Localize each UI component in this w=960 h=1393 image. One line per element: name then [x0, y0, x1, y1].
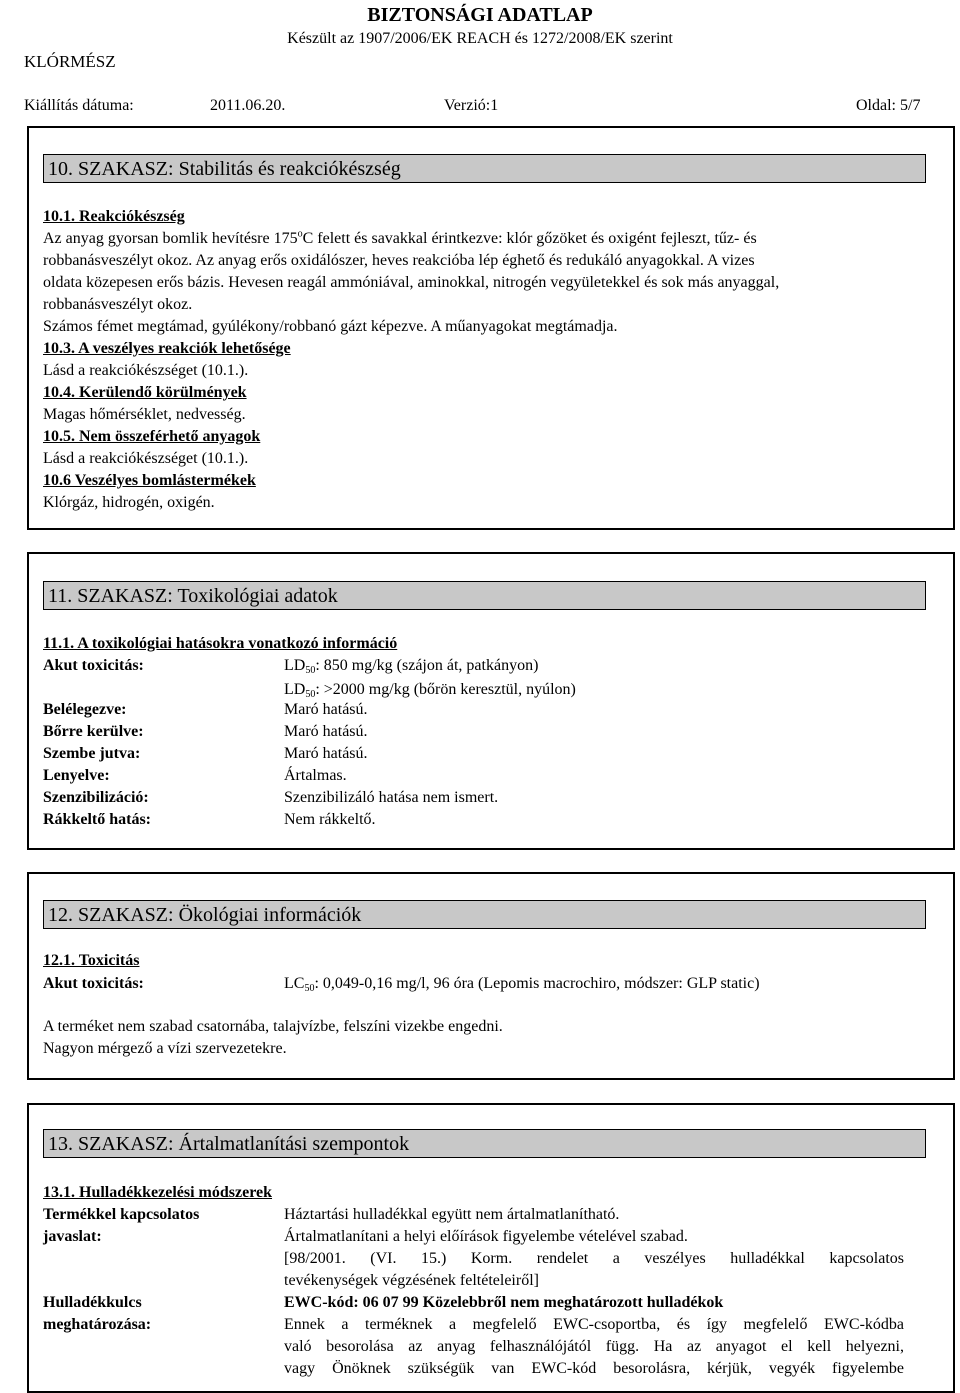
subsection-10-3: 10.3. A veszélyes reakciók lehetősége: [43, 340, 291, 357]
product-name: KLÓRMÉSZ: [24, 52, 116, 71]
toxicity-label: Belélegezve:: [43, 701, 127, 718]
toxicity-label: Lenyelve:: [43, 767, 110, 784]
text-line: Az anyag gyorsan bomlik hevítésre 175$^o$C felett és savakkal érintkezve: klór gőzöket és oxigént fejleszt, tűz- és: [43, 228, 757, 247]
text-line: robbanásveszélyt okoz.: [43, 296, 193, 313]
text-line: Klórgáz, hidrogén, oxigén.: [43, 494, 215, 511]
subsection-10-5: 10.5. Nem összeférhető anyagok: [43, 428, 261, 445]
text-line: Magas hőmérséklet, nedvesség.: [43, 406, 246, 423]
section-11-heading: 11. SZAKASZ: Toxikológiai adatok: [43, 581, 926, 610]
subsection-10-4: 10.4. Kerülendő körülmények: [43, 384, 247, 401]
toxicity-value: Nem rákkeltő.: [284, 811, 376, 828]
section-11: [27, 552, 955, 850]
section-10: [27, 126, 955, 530]
issue-date-label: Kiállítás dátuma:: [24, 97, 134, 114]
section-13: [27, 1103, 955, 1393]
toxicity-value: Maró hatású.: [284, 723, 368, 740]
toxicity-label: Szenzibilizáció:: [43, 789, 149, 806]
waste-label-proposal: javaslat:: [43, 1228, 102, 1245]
text-line: tevékenységek végzésének feltételeiről]: [284, 1272, 539, 1289]
waste-label-product: Termékkel kapcsolatos: [43, 1206, 200, 1223]
ewc-code: EWC-kód: 06 07 99 Közelebbről nem meghatározott hulladékok: [284, 1294, 724, 1311]
toxicity-value: Ártalmas.: [284, 767, 347, 784]
toxicity-label: Szembe jutva:: [43, 745, 141, 762]
text-line: Lásd a reakciókészséget (10.1.).: [43, 450, 249, 467]
text-line: vagy Önöknek szükségük van EWC-kód besorolásra, kérjük, vegyék figyelembe: [284, 1360, 904, 1377]
page-number: Oldal: 5/7: [856, 97, 921, 114]
toxicity-value: $LD_{50}$: 850 mg/kg (szájon át, patkányon): [284, 657, 539, 676]
text-line: robbanásveszélyt okoz. Az anyag erős oxidálószer, heves reakcióba lép éghető és redukáló anyagokkal. A vizes: [43, 252, 755, 269]
text-line: A terméket nem szabad csatornába, talajvízbe, felszíni vizekbe engedni.: [43, 1018, 503, 1035]
toxicity-label: Bőrre kerülve:: [43, 723, 144, 740]
toxicity-value: Maró hatású.: [284, 745, 368, 762]
subsection-12-1: 12.1. Toxicitás: [43, 952, 140, 969]
toxicity-value: Maró hatású.: [284, 701, 368, 718]
waste-key-label-2: meghatározása:: [43, 1316, 152, 1333]
section-12: [27, 872, 955, 1080]
text-line: Lásd a reakciókészséget (10.1.).: [43, 362, 249, 379]
text-line: Számos fémet megtámad, gyúlékony/robbanó gázt képezve. A műanyagokat megtámadja.: [43, 318, 618, 335]
text-line: Háztartási hulladékkal együtt nem ártalmatlanítható.: [284, 1206, 620, 1223]
text-line: való besorolása az anyag felhasználójától függ. Ha az anyagot el kell helyezni,: [284, 1338, 904, 1355]
subsection-11-1: 11.1. A toxikológiai hatásokra vonatkozó információ: [43, 635, 398, 652]
document-title: BIZTONSÁGI ADATLAP: [367, 4, 593, 26]
text-line: Ártalmatlanítani a helyi előírások figyelembe vételével szabad.: [284, 1228, 688, 1245]
text-line: Nagyon mérgező a vízi szervezetekre.: [43, 1040, 287, 1057]
eco-label: Akut toxicitás:: [43, 975, 144, 992]
subsection-13-1: 13.1. Hulladékkezelési módszerek: [43, 1184, 273, 1201]
document-subtitle: Készült az 1907/2006/EK REACH és 1272/2008/EK szerint: [287, 30, 673, 47]
subsection-10-6: 10.6 Veszélyes bomlástermékek: [43, 472, 256, 489]
version: Verzió:1: [444, 97, 499, 114]
toxicity-label: Rákkeltő hatás:: [43, 811, 152, 828]
toxicity-label: Akut toxicitás:: [43, 657, 144, 674]
section-12-heading: 12. SZAKASZ: Ökológiai információk: [43, 900, 926, 929]
text-line: Ennek a terméknek a megfelelő EWC-csoportba, és így megfelelő EWC-kódba: [284, 1316, 904, 1333]
toxicity-value: Szenzibilizáló hatása nem ismert.: [284, 789, 499, 806]
waste-key-label: Hulladékkulcs: [43, 1294, 142, 1311]
text-line: oldata közepesen erős bázis. Hevesen reagál ammóniával, aminokkal, nitrogén vegyületekkel és sok más anyaggal,: [43, 274, 780, 291]
section-13-heading: 13. SZAKASZ: Ártalmatlanítási szempontok: [43, 1129, 926, 1158]
issue-date: 2011.06.20.: [210, 97, 286, 114]
toxicity-value: $LD_{50}$: >2000 mg/kg (bőrön keresztül, nyúlon): [284, 681, 576, 700]
text-line: [98/2001. (VI. 15.) Korm. rendelet a veszélyes hulladékkal kapcsolatos: [284, 1250, 904, 1267]
eco-value: $LC_{50}$: 0,049-0,16 mg/l, 96 óra (Lepomis macrochiro, módszer: GLP static): [284, 975, 760, 994]
subsection-10-1: 10.1. Reakciókészség: [43, 208, 185, 225]
section-10-heading: 10. SZAKASZ: Stabilitás és reakciókészség: [43, 154, 926, 183]
